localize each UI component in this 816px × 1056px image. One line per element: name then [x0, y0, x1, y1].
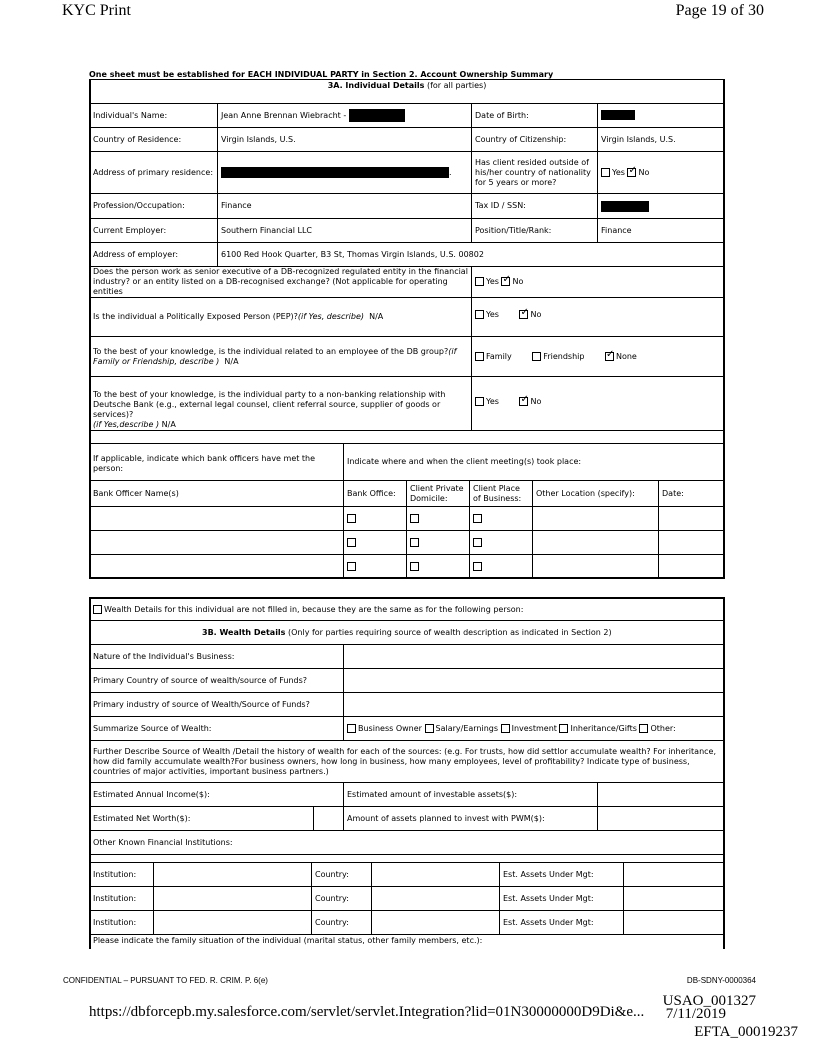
address-cell	[218, 152, 472, 194]
address-row	[90, 152, 725, 194]
institution-label: Institution:	[90, 887, 154, 911]
section-3a-title: 3A. Individual Details	[327, 81, 425, 90]
pep-question-cell	[90, 298, 472, 337]
related-answer: N/A	[224, 356, 239, 366]
business-cell	[470, 507, 533, 531]
institution-label: Institution:	[90, 863, 154, 887]
pep-row	[90, 298, 725, 337]
business-checkbox[interactable]	[473, 562, 482, 571]
spacer-cell	[314, 783, 344, 807]
country-value[interactable]	[372, 887, 500, 911]
bank-officers-table	[89, 443, 725, 579]
other-location-cell[interactable]	[533, 555, 659, 579]
senior-no-label: No	[512, 277, 524, 286]
pep-options	[472, 298, 725, 337]
primary-country-value[interactable]	[344, 669, 725, 693]
institution-row	[90, 911, 725, 935]
domicile-checkbox[interactable]	[410, 538, 419, 547]
bank-office-cell	[344, 555, 407, 579]
other-fi-label: Other Known Financial Institutions:	[90, 831, 725, 855]
address-suffix: .	[449, 168, 452, 177]
section-3b-header-row	[90, 621, 725, 645]
family-checkbox[interactable]	[475, 352, 484, 361]
section-3a-note: (for all parties)	[426, 81, 487, 90]
aum-value[interactable]	[624, 911, 725, 935]
domicile-checkbox[interactable]	[410, 562, 419, 571]
pep-no-checkbox[interactable]	[519, 310, 528, 319]
bank-office-checkbox[interactable]	[347, 538, 356, 547]
officers-question: If applicable, indicate which bank officers have met the person:	[90, 444, 344, 481]
officer-col-header: Bank Officer Name(s)	[90, 481, 344, 507]
section-3b-note: (Only for parties requiring source of wealth description as indicated in Section 2)	[287, 627, 612, 637]
country-label: Country:	[312, 911, 372, 935]
business-checkbox[interactable]	[473, 514, 482, 523]
bank-office-col-header: Bank Office:	[344, 481, 407, 507]
employer-value: Southern Financial LLC	[218, 219, 472, 243]
date-cell[interactable]	[659, 555, 725, 579]
senior-yes-label: Yes	[486, 277, 499, 286]
officer-row	[90, 555, 725, 579]
resided-no-checkbox[interactable]	[627, 168, 636, 177]
efta-number: EFTA_00019237	[694, 1024, 798, 1040]
further-describe-row	[90, 741, 725, 783]
resided-yes-label: Yes	[612, 167, 625, 177]
country-value[interactable]	[372, 863, 500, 887]
same-as-label: Wealth Details for this individual are not filled in, because they are the same as for the following person:	[104, 604, 524, 614]
profession-label: Profession/Occupation:	[90, 194, 218, 219]
name-cell	[218, 104, 472, 128]
institution-label: Institution:	[90, 911, 154, 935]
institutions-table	[89, 862, 725, 947]
aum-label: Est. Assets Under Mgt:	[500, 911, 624, 935]
residence-row	[90, 128, 725, 152]
date-cell[interactable]	[659, 507, 725, 531]
dob-cell	[598, 104, 725, 128]
institution-row	[90, 887, 725, 911]
friendship-checkbox[interactable]	[532, 352, 541, 361]
name-label: Individual's Name:	[90, 104, 218, 128]
country-label: Country:	[312, 887, 372, 911]
same-as-row	[90, 599, 725, 621]
redaction-block	[601, 201, 649, 212]
section-3b-header	[90, 621, 725, 645]
net-worth-value[interactable]	[314, 807, 344, 831]
salary-label: Salary/Earnings	[435, 723, 499, 733]
friendship-label: Friendship	[543, 351, 585, 361]
summarize-options	[344, 717, 725, 741]
dob-label: Date of Birth:	[472, 104, 598, 128]
primary-industry-label: Primary industry of source of Wealth/Source of Funds?	[90, 693, 344, 717]
bates-number: DB-SDNY-0000364	[686, 976, 756, 985]
nonbank-question-cell	[90, 377, 472, 431]
nonbank-yes-label: Yes	[486, 397, 499, 406]
institution-value[interactable]	[154, 863, 312, 887]
officers-header-row	[90, 481, 725, 507]
senior-exec-options	[472, 267, 725, 298]
officer-row	[90, 531, 725, 555]
business-owner-label: Business Owner	[358, 723, 422, 733]
other-label: Other:	[650, 723, 676, 733]
nonbank-row	[90, 377, 725, 431]
intro-instruction: One sheet must be established for EACH INDIVIDUAL PARTY in Section 2. Account Ownership Summary	[89, 70, 554, 79]
pep-question: Is the individual a Politically Exposed Person (PEP)?	[93, 312, 298, 321]
domicile-checkbox[interactable]	[410, 514, 419, 523]
name-value: Jean Anne Brennan Wiebracht -	[221, 111, 347, 120]
page-number: Page 19 of 30	[675, 2, 764, 19]
business-col-header: Client Place of Business:	[470, 481, 533, 507]
redaction-block	[221, 167, 449, 178]
position-label: Position/Title/Rank:	[472, 219, 598, 243]
nonbank-answer: N/A	[161, 420, 176, 429]
net-worth-row	[90, 807, 725, 831]
aum-value[interactable]	[624, 887, 725, 911]
taxid-label: Tax ID / SSN:	[472, 194, 598, 219]
residence-value: Virgin Islands, U.S.	[218, 128, 472, 152]
officers-question-row	[90, 444, 725, 481]
investable-value[interactable]	[598, 783, 725, 807]
print-header-title: KYC Print	[62, 2, 131, 19]
individual-details-table	[89, 79, 725, 431]
pep-no-label: No	[530, 310, 542, 319]
family-situation-row	[90, 935, 725, 947]
date-col-header: Date:	[659, 481, 725, 507]
employer-label: Current Employer:	[90, 219, 218, 243]
related-row	[90, 337, 725, 377]
bank-office-cell	[344, 507, 407, 531]
country-label: Country:	[312, 863, 372, 887]
other-fi-row	[90, 831, 725, 855]
meeting-question: Indicate where and when the client meeting(s) took place:	[344, 444, 725, 481]
employer-address-row	[90, 243, 725, 267]
bank-office-cell	[344, 531, 407, 555]
same-as-cell	[90, 599, 725, 621]
pep-yes-checkbox[interactable]	[475, 310, 484, 319]
domicile-cell	[407, 555, 470, 579]
resided-options	[598, 152, 725, 194]
date-cell[interactable]	[659, 531, 725, 555]
resided-no-label: No	[638, 167, 650, 177]
redaction-block	[349, 109, 405, 122]
nonbank-question: To the best of your knowledge, is the individual party to a non-banking relationship with Deutsche Bank (e.g., external legal counsel, client referral source, supplier of goods or services)?	[93, 390, 446, 419]
nonbank-options	[472, 377, 725, 431]
nonbank-question-note: (if Yes,describe )	[93, 420, 160, 429]
residence-label: Country of Residence:	[90, 128, 218, 152]
employer-address-value: 6100 Red Hook Quarter, B3 St, Thomas Virgin Islands, U.S. 00802	[218, 243, 725, 267]
employer-address-label: Address of employer:	[90, 243, 218, 267]
officer-name-cell[interactable]	[90, 531, 344, 555]
profession-row	[90, 194, 725, 219]
family-situation: Please indicate the family situation of the individual (marital status, other family members, etc.):	[90, 935, 725, 947]
nature-label: Nature of the Individual's Business:	[90, 645, 344, 669]
related-question-cell	[90, 337, 472, 377]
domicile-cell	[407, 531, 470, 555]
country-value[interactable]	[372, 911, 500, 935]
institution-row	[90, 863, 725, 887]
pep-yes-label: Yes	[486, 310, 499, 319]
nonbank-no-label: No	[530, 397, 542, 406]
address-label: Address of primary residence:	[90, 152, 218, 194]
primary-country-row	[90, 669, 725, 693]
employer-row	[90, 219, 725, 243]
nonbank-yes-checkbox[interactable]	[475, 397, 484, 406]
further-describe: Further Describe Source of Wealth /Detail the history of wealth for each of the sources: (e.g. For trusts, how did settlor accumulate wealth? For inheritance, how did family accumulate wealth?For business owners, how long in business, how many employees, level of profitability? Indicate type of business, countries of major activities, important business partners.)	[90, 741, 725, 783]
net-worth-label: Estimated Net Worth($):	[90, 807, 314, 831]
primary-country-label: Primary Country of source of wealth/source of Funds?	[90, 669, 344, 693]
summarize-label: Summarize Source of Wealth:	[90, 717, 344, 741]
related-options	[472, 337, 725, 377]
primary-industry-value[interactable]	[344, 693, 725, 717]
planned-label: Amount of assets planned to invest with PWM($):	[344, 807, 598, 831]
related-question: To the best of your knowledge, is the individual related to an employee of the DB group?	[93, 346, 449, 356]
business-owner-checkbox[interactable]	[347, 724, 356, 733]
section-3b-title: 3B. Wealth Details	[202, 627, 286, 637]
annual-income-label: Estimated Annual Income($):	[90, 783, 314, 807]
inheritance-label: Inheritance/Gifts	[570, 723, 637, 733]
summarize-row	[90, 717, 725, 741]
profession-value: Finance	[218, 194, 472, 219]
institution-value[interactable]	[154, 911, 312, 935]
senior-no-checkbox[interactable]	[501, 277, 510, 286]
none-checkbox[interactable]	[605, 352, 614, 361]
domicile-cell	[407, 507, 470, 531]
senior-exec-question: Does the person work as senior executive of a DB-recognized regulated entity in the financial industry? or an entity listed on a DB-recognised exchange? (Not applicable for operating entities	[90, 267, 472, 298]
primary-industry-row	[90, 693, 725, 717]
name-row	[90, 104, 725, 128]
officer-row	[90, 507, 725, 531]
salary-checkbox[interactable]	[425, 724, 434, 733]
resided-yes-checkbox[interactable]	[601, 168, 610, 177]
other-location-col-header: Other Location (specify):	[533, 481, 659, 507]
planned-value[interactable]	[598, 807, 725, 831]
other-checkbox[interactable]	[639, 724, 648, 733]
nonbank-no-checkbox[interactable]	[519, 397, 528, 406]
same-as-checkbox[interactable]	[93, 605, 102, 614]
resided-label: Has client resided outside of his/her country of nationality for 5 years or more?	[472, 152, 598, 194]
pep-question-note: (if Yes, describe)	[297, 312, 364, 321]
income-row	[90, 783, 725, 807]
investment-label: Investment	[511, 723, 557, 733]
investment-checkbox[interactable]	[501, 724, 510, 733]
inheritance-checkbox[interactable]	[559, 724, 568, 733]
nature-value[interactable]	[344, 645, 725, 669]
senior-exec-row	[90, 267, 725, 298]
other-location-cell[interactable]	[533, 507, 659, 531]
nature-row	[90, 645, 725, 669]
page-url: https://dbforcepb.my.salesforce.com/servlet/servlet.Integration?lid=01N30000000D9Di&e...	[89, 1004, 645, 1020]
officer-name-cell[interactable]	[90, 555, 344, 579]
position-value: Finance	[598, 219, 725, 243]
usao-number: USAO_001327	[662, 993, 756, 1009]
domicile-col-header: Client Private Domicile:	[407, 481, 470, 507]
bank-office-checkbox[interactable]	[347, 514, 356, 523]
aum-label: Est. Assets Under Mgt:	[500, 887, 624, 911]
family-label: Family	[486, 351, 512, 361]
related-question-note: (if Family or Friendship, describe )	[93, 346, 457, 366]
officer-name-cell[interactable]	[90, 507, 344, 531]
none-label: None	[615, 351, 637, 361]
other-location-cell[interactable]	[533, 531, 659, 555]
citizenship-value: Virgin Islands, U.S.	[598, 128, 725, 152]
senior-yes-checkbox[interactable]	[475, 277, 484, 286]
wealth-details-table	[89, 598, 725, 855]
redaction-block	[601, 110, 635, 120]
aum-label: Est. Assets Under Mgt:	[500, 863, 624, 887]
business-cell	[470, 555, 533, 579]
taxid-cell	[598, 194, 725, 219]
section-3a-header-row	[90, 80, 725, 104]
investable-label: Estimated amount of investable assets($):	[344, 783, 598, 807]
print-date: 7/11/2019	[665, 1006, 726, 1022]
bank-office-checkbox[interactable]	[347, 562, 356, 571]
confidential-notice: CONFIDENTIAL – PURSUANT TO FED. R. CRIM. P. 6(e)	[63, 976, 268, 985]
institution-value[interactable]	[154, 887, 312, 911]
pep-answer: N/A	[369, 312, 384, 321]
business-checkbox[interactable]	[473, 538, 482, 547]
aum-value[interactable]	[624, 863, 725, 887]
citizenship-label: Country of Citizenship:	[472, 128, 598, 152]
business-cell	[470, 531, 533, 555]
